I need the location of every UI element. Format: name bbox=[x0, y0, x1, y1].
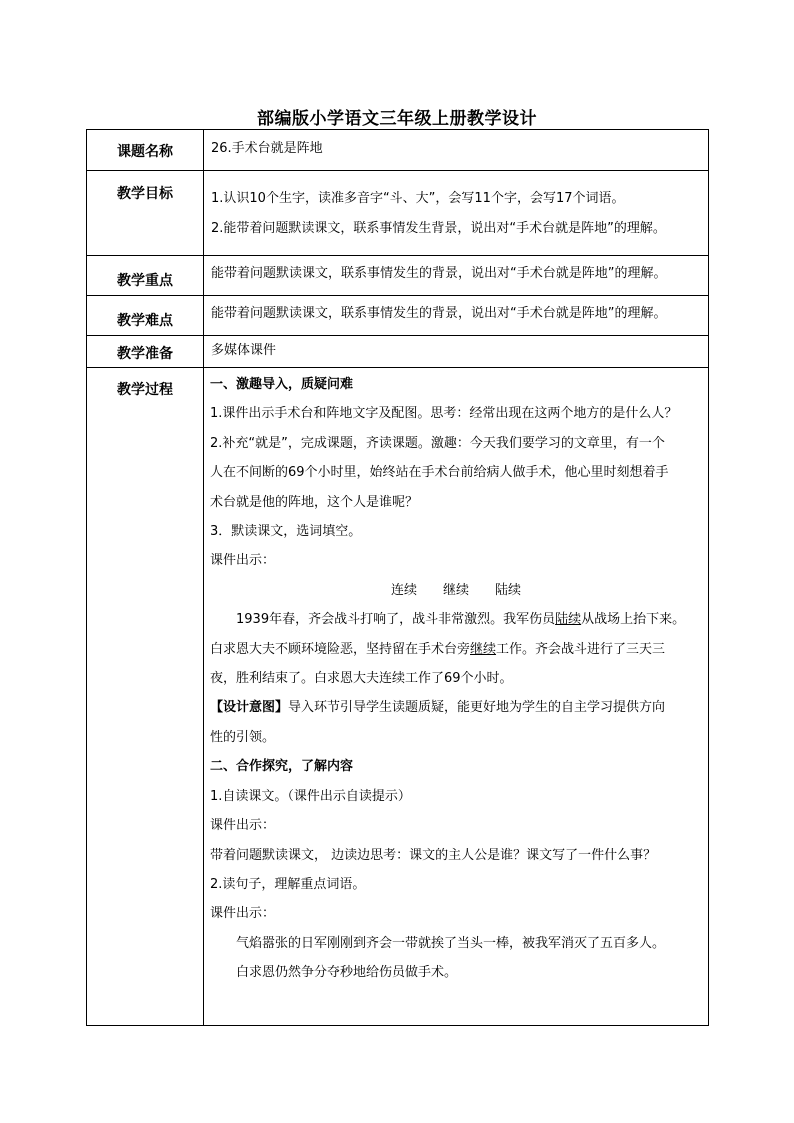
word-choice: 继续 bbox=[442, 582, 469, 598]
row-preparation bbox=[87, 336, 709, 368]
label-goals: 教学目标 bbox=[87, 171, 204, 256]
label-process: 教学过程 bbox=[87, 368, 204, 1026]
underlined-word: 陆续 bbox=[555, 612, 582, 628]
design-intent: 【设计意图】导入环节引导学生读题质疑，能更好地为学生的自主学习提供方向 bbox=[210, 700, 666, 716]
process-paragraph: 性的引领。 bbox=[210, 729, 276, 745]
passage-line: 夜，胜利结束了。白求恩大夫连续工作了69个小时。 bbox=[210, 671, 513, 687]
value-process bbox=[204, 368, 709, 1026]
value-lesson-title: 26.手术台就是阵地 bbox=[204, 130, 709, 171]
label-key-points: 教学重点 bbox=[87, 256, 204, 296]
row-process bbox=[87, 368, 709, 1026]
courseware-label: 课件出示： bbox=[210, 553, 276, 569]
goal-line-1: 1.认识10个生字，读准多音字“斗、大”，会写11个字，会写17个词语。 bbox=[211, 191, 625, 206]
sentence-line: 气焰嚣张的日军刚刚到齐会一带就挨了当头一棒，被我军消灭了五百多人。 bbox=[236, 935, 666, 951]
label-preparation: 教学准备 bbox=[87, 336, 204, 368]
label-difficulties: 教学难点 bbox=[87, 296, 204, 336]
passage-line: 1939年春，齐会战斗打响了，战斗非常激烈。我军伤员陆续从战场上抬下来。 bbox=[236, 612, 686, 628]
row-difficulties bbox=[87, 296, 709, 336]
process-paragraph: 3．默读课文，选词填空。 bbox=[210, 524, 362, 540]
process-paragraph: 术台就是他的阵地，这个人是谁呢？ bbox=[210, 494, 419, 510]
section-1-heading: 一、激趣导入，质疑问难 bbox=[210, 377, 354, 392]
section-2-heading: 二、合作探究，了解内容 bbox=[210, 759, 354, 775]
row-goals bbox=[87, 171, 709, 256]
process-paragraph: 1.课件出示手术台和阵地文字及配图。思考：经常出现在这两个地方的是什么人？ bbox=[210, 406, 678, 422]
word-choices bbox=[204, 576, 708, 605]
design-intent-label: 【设计意图】 bbox=[210, 700, 289, 716]
process-paragraph: 人在不间断的69个小时里，始终站在手术台前给病人做手术，他心里时刻想着手 bbox=[210, 465, 669, 481]
word-choice: 连续 bbox=[390, 582, 417, 598]
label-lesson-title: 课题名称 bbox=[87, 130, 204, 171]
lesson-plan-table bbox=[86, 129, 709, 1026]
process-paragraph: 2.读句子，理解重点词语。 bbox=[210, 876, 366, 892]
row-key-points bbox=[87, 256, 709, 296]
value-key-points: 能带着问题默读课文，联系事情发生的背景，说出对“手术台就是阵地”的理解。 bbox=[204, 256, 709, 296]
underlined-word: 继续 bbox=[470, 641, 497, 657]
courseware-label: 课件出示： bbox=[210, 906, 276, 922]
process-paragraph: 带着问题默读课文， 边读边思考：课文的主人公是谁？课文写了一件什么事？ bbox=[210, 847, 657, 863]
value-difficulties: 能带着问题默读课文，联系事情发生的背景，说出对“手术台就是阵地”的理解。 bbox=[204, 296, 709, 336]
process-paragraph: 2.补充“就是”，完成课题，齐读课题。激趣：今天我们要学习的文章里，有一个 bbox=[210, 435, 665, 451]
document-title: 部编版小学语文三年级上册教学设计 bbox=[257, 109, 537, 129]
courseware-label: 课件出示： bbox=[210, 818, 276, 834]
process-paragraph: 1.自读课文。（课件出示自读提示） bbox=[210, 788, 411, 804]
word-choice: 陆续 bbox=[495, 582, 522, 598]
value-preparation: 多媒体课件 bbox=[204, 336, 709, 368]
value-goals bbox=[204, 171, 709, 256]
row-lesson-title bbox=[87, 130, 709, 171]
sentence-line: 白求恩仍然争分夺秒地给伤员做手术。 bbox=[236, 965, 458, 981]
passage-line: 白求恩大夫不顾环境险恶，坚持留在手术台旁继续工作。齐会战斗进行了三天三 bbox=[210, 641, 666, 657]
goal-line-2: 2.能带着问题默读课文，联系事情发生背景，说出对“手术台就是阵地”的理解。 bbox=[211, 221, 666, 236]
